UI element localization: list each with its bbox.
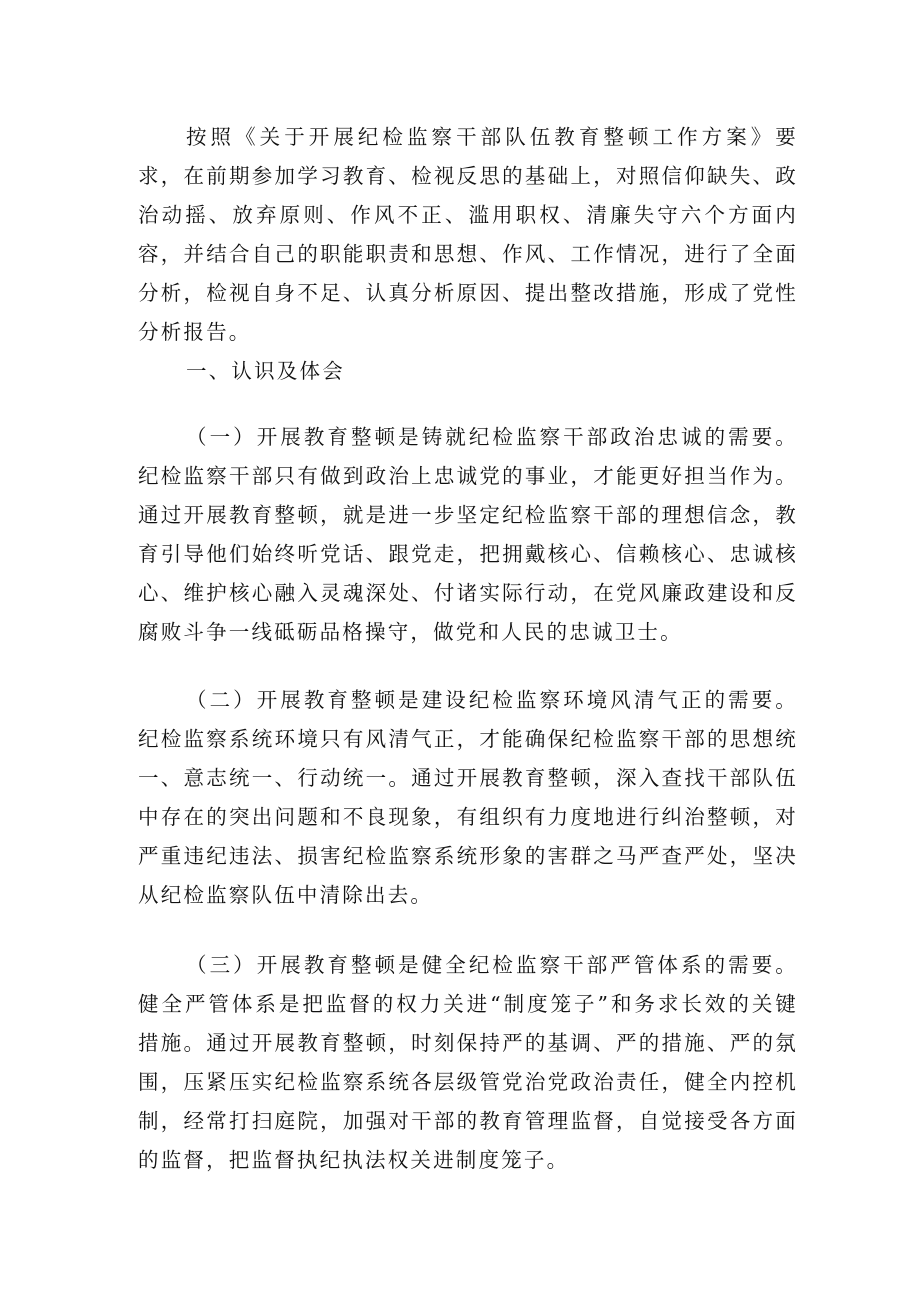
paragraph-1: （一）开展教育整顿是铸就纪检监察干部政治忠诚的需要。纪检监察干部只有做到政治上忠诚党的事业，才能更好担当作为。通过开展教育整顿，就是进一步坚定纪检监察干部的理想信念，教育引导他们始终听党话、跟党走，把拥戴核心、信赖核心、忠诚核心、维护核心融入灵魂深处、付诸实际行动，在党风廉政建设和反腐败斗争一线砥砺品格操守，做党和人民的忠诚卫士。 [138,425,798,644]
intro-paragraph: 按照《关于开展纪检监察干部队伍教育整顿工作方案》要求，在前期参加学习教育、检视反思的基础上，对照信仰缺失、政治动摇、放弃原则、作风不正、滥用职权、清廉失守六个方面内容，并结合自己的职能职责和思想、作风、工作情况，进行了全面分析，检视自身不足、认真分析原因、提出整改措施，形成了党性分析报告。 [138,125,798,344]
section-heading: 一、认识及体会 [186,359,345,383]
paragraph-2: （二）开展教育整顿是建设纪检监察环境风清气正的需要。纪检监察系统环境只有风清气正，才能确保纪检监察干部的思想统一、意志统一、行动统一。通过开展教育整顿，深入查找干部队伍中存在的突出问题和不良现象，有组织有力度地进行纠治整顿，对严重违纪违法、损害纪检监察系统形象的害群之马严查严处，坚决从纪检监察队伍中清除出去。 [138,688,798,907]
document-body [138,118,798,1180]
paragraph-3: （三）开展教育整顿是健全纪检监察干部严管体系的需要。健全严管体系是把监督的权力关进“制度笼子”和务求长效的关键措施。通过开展教育整顿，时刻保持严的基调、严的措施、严的氛围，压紧压实纪检监察系统各层级管党治党政治责任，健全内控机制，经常打扫庭院，加强对干部的教育管理监督，自觉接受各方面的监督，把监督执纪执法权关进制度笼子。 [138,953,798,1172]
